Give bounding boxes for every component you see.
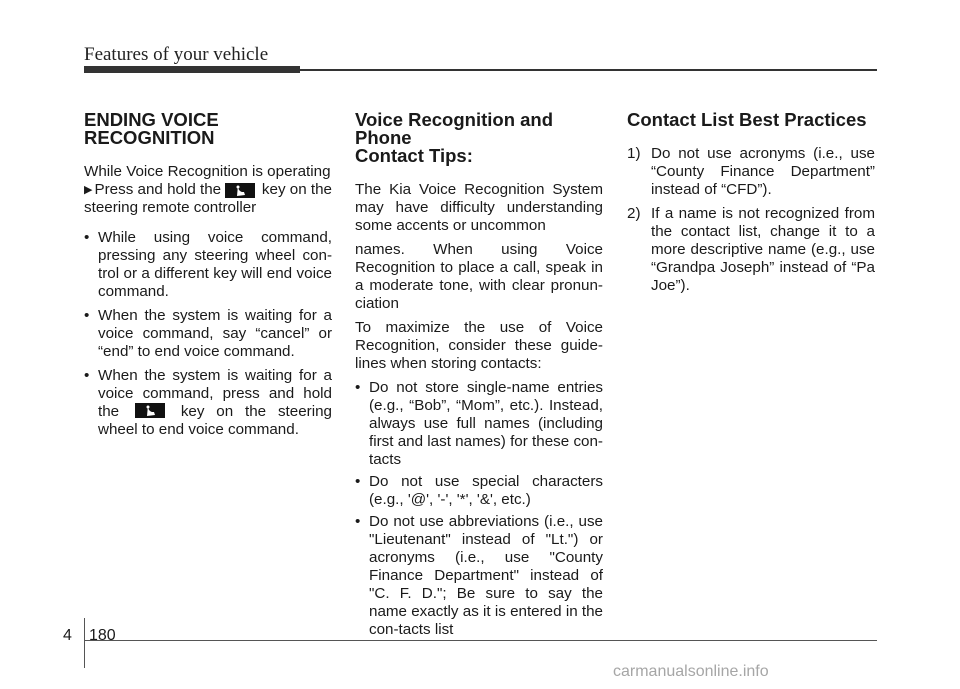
bullet-icon: • (84, 307, 90, 324)
list-item (84, 307, 332, 361)
footer-vertical-rule (84, 618, 85, 668)
list-item-text: Do not store single-name entries (e.g., “Bob”, “Mom”, etc.). Instead, always use full names (including first and last names) for these con-tacts (369, 379, 603, 468)
heading-line: Contact Tips: (355, 145, 473, 166)
bullet-list (84, 229, 332, 439)
section-heading-voice-tips (355, 111, 603, 165)
step-instruction (84, 181, 332, 199)
heading-line: Voice Recognition and Phone (355, 109, 554, 148)
step-text-after: key on the (261, 181, 332, 198)
list-item (355, 473, 603, 509)
page-header-title: Features of your vehicle (84, 44, 269, 65)
bullet-list (355, 379, 603, 639)
list-item-text: Do not use acronyms (i.e., use “County Finance Department” instead of “CFD”). (651, 145, 875, 198)
section-heading-ending-voice (84, 111, 332, 147)
list-item-text: When the system is waiting for a voice command, press and hold the (98, 367, 332, 420)
bullet-icon: • (355, 473, 361, 490)
column-voice-recognition-tips (355, 111, 603, 643)
page-number: 180 (89, 627, 116, 644)
list-item (627, 145, 875, 199)
chapter-number: 4 (63, 627, 72, 644)
column-contact-best-practices (627, 111, 875, 301)
paragraph: To maximize the use of Voice Recognition, consider these guide-lines when storing contacts: (355, 319, 603, 372)
heading-line: ENDING VOICE (84, 109, 219, 130)
intro-text: While Voice Recognition is operating (84, 163, 331, 180)
list-item-number: 1) (627, 145, 641, 162)
list-item-text: When the system is waiting for a voice command, say “cancel” or “end” to end voice command. (98, 307, 332, 360)
numbered-list (627, 145, 875, 295)
list-item-text: If a name is not recognized from the contact list, change it to a more descriptive name (e.g., use “Grandpa Joseph” instead of “Pa Joe”). (651, 205, 875, 294)
list-item-text: key on the steering wheel to end voice command. (98, 403, 332, 438)
bullet-icon: • (84, 229, 90, 246)
list-item (84, 229, 332, 301)
step-marker-icon: ▶ (84, 184, 93, 196)
column-ending-voice-recognition (84, 111, 332, 445)
list-item (84, 367, 332, 439)
section-heading-contact-best-practices: Contact List Best Practices (627, 109, 867, 130)
bullet-icon: • (355, 379, 361, 396)
list-item (627, 205, 875, 295)
list-item-text: Do not use special characters (e.g., '@', '-', '*', '&', etc.) (369, 473, 603, 508)
voice-key-icon (225, 183, 255, 198)
bullet-icon: • (355, 513, 361, 530)
bullet-icon: • (84, 367, 90, 384)
step-text: Press and hold the (94, 181, 222, 198)
paragraph: names. When using Voice Recognition to place a call, speak in a moderate tone, with clear pronun-ciation (355, 241, 603, 312)
header-rule-thick (84, 66, 300, 73)
header-rule-thin (300, 69, 877, 71)
list-item-text: Do not use abbreviations (i.e., use "Lieutenant" instead of "Lt.") or acronyms (i.e., use "County Finance Department" instead of "C. F. D."; Be sure to say the name exactly as it is entered in the con-tacts list (369, 513, 603, 638)
list-item (355, 379, 603, 469)
footer-horizontal-rule (84, 640, 877, 641)
paragraph: The Kia Voice Recognition System may have difficulty understanding some accents or uncommon (355, 181, 603, 234)
watermark-link[interactable]: carmanualsonline.info (613, 663, 769, 680)
list-item-number: 2) (627, 205, 641, 222)
list-item (355, 513, 603, 639)
list-item-text: While using voice command, pressing any steering wheel con-trol or a different key will end voice command. (98, 229, 332, 300)
step-text-end: steering remote controller (84, 199, 257, 216)
voice-key-icon (135, 403, 165, 418)
heading-line: RECOGNITION (84, 127, 215, 148)
